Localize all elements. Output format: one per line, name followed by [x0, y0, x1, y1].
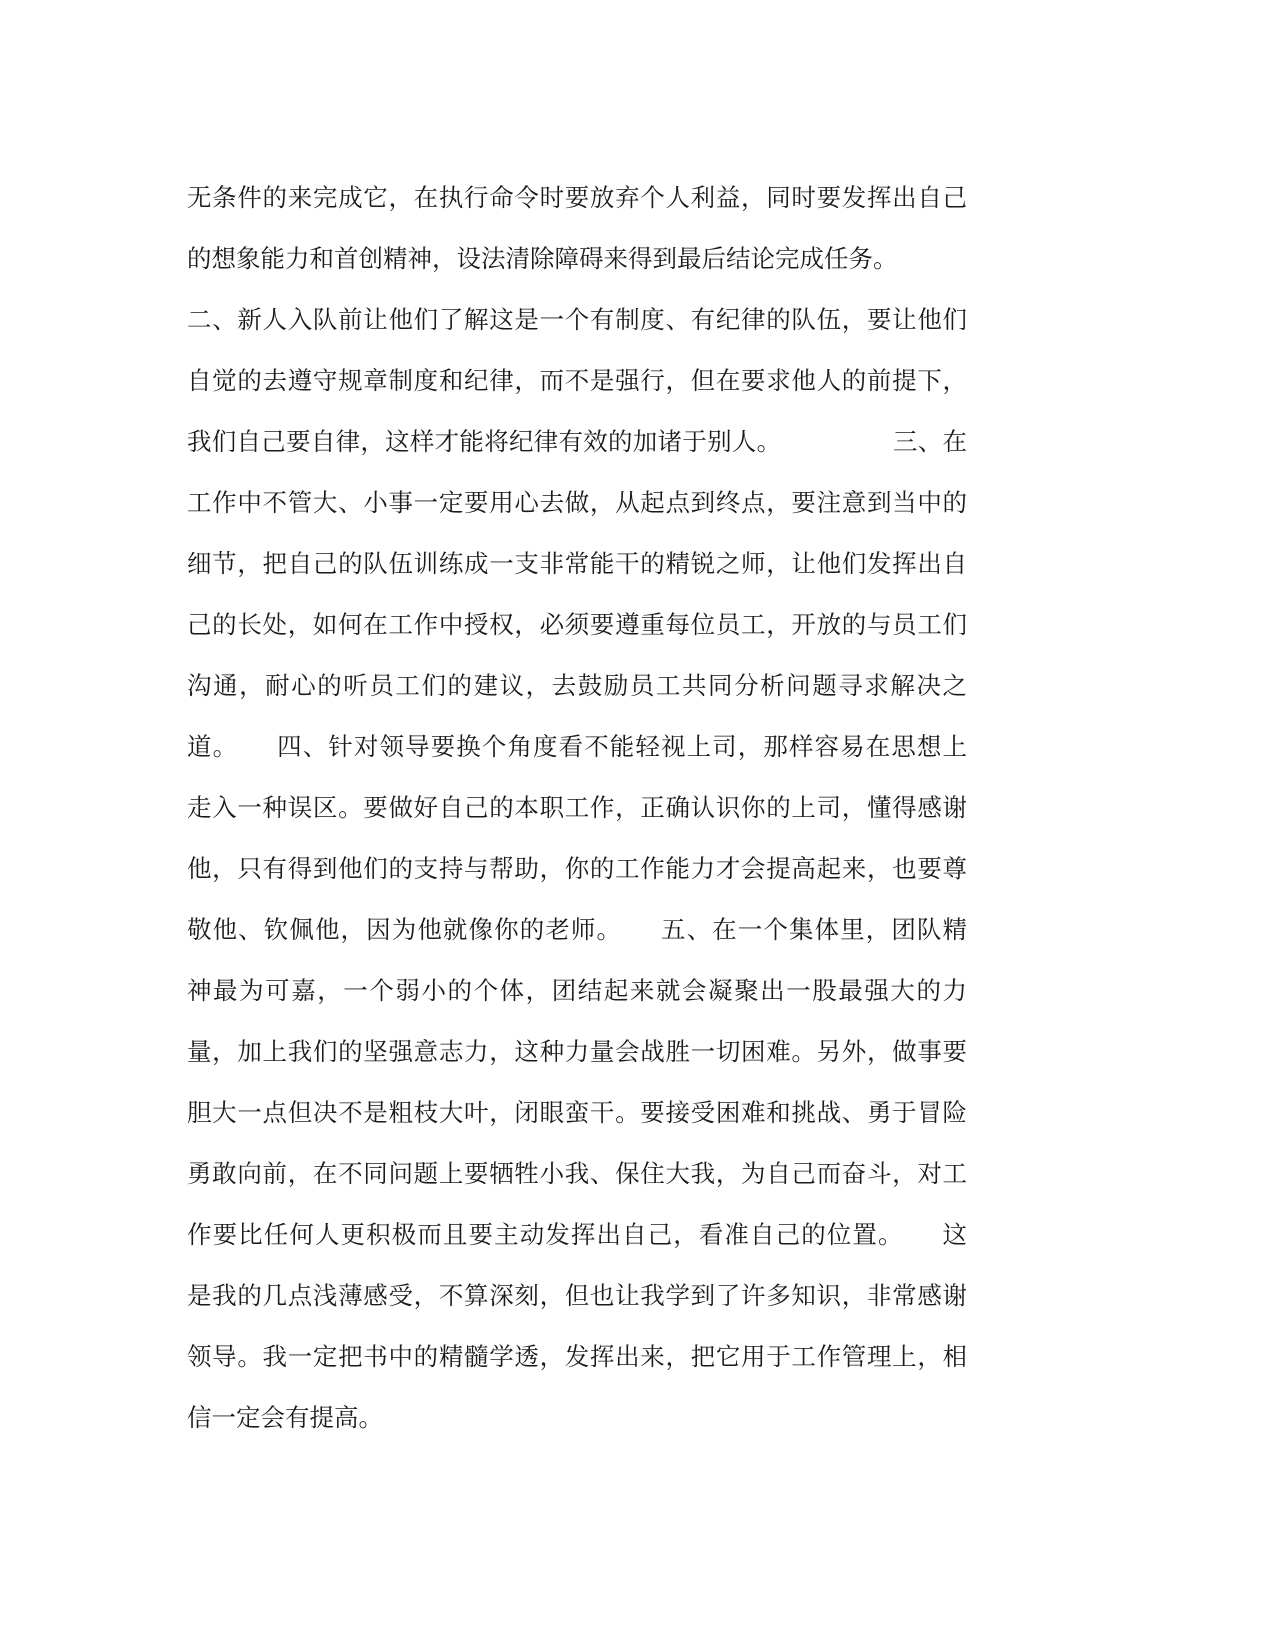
text-line: 走入一种误区。要做好自己的本职工作，正确认识你的上司，懂得感谢 — [187, 793, 967, 822]
text-line: 己的长处，如何在工作中授权，必须要遵重每位员工，开放的与员工们 — [187, 610, 967, 639]
text-line: 作要比任何人更积极而且要主动发挥出自己，看准自己的位置。 这 — [187, 1220, 967, 1249]
text-line: 信一定会有提高。 — [187, 1403, 383, 1432]
text-line: 无条件的来完成它，在执行命令时要放弃个人利益，同时要发挥出自己 — [187, 183, 967, 212]
text-line: 的想象能力和首创精神，设法清除障碍来得到最后结论完成任务。 — [187, 244, 898, 273]
text-line: 道。 四、针对领导要换个角度看不能轻视上司，那样容易在思想上 — [187, 732, 967, 761]
text-line: 细节，把自己的队伍训练成一支非常能干的精锐之师，让他们发挥出自 — [187, 549, 967, 578]
text-line: 领导。我一定把书中的精髓学透，发挥出来，把它用于工作管理上，相 — [187, 1342, 967, 1371]
text-line: 他，只有得到他们的支持与帮助，你的工作能力才会提高起来，也要尊 — [187, 854, 967, 883]
text-line: 勇敢向前，在不同问题上要牺牲小我、保住大我，为自己而奋斗，对工 — [187, 1159, 967, 1188]
text-line: 胆大一点但决不是粗枝大叶，闭眼蛮干。要接受困难和挑战、勇于冒险 — [187, 1098, 967, 1127]
text-line: 沟通，耐心的听员工们的建议，去鼓励员工共同分析问题寻求解决之 — [187, 671, 967, 700]
text-line: 是我的几点浅薄感受，不算深刻，但也让我学到了许多知识，非常感谢 — [187, 1281, 967, 1310]
body-text — [187, 167, 967, 1448]
text-line: 二、新人入队前让他们了解这是一个有制度、有纪律的队伍，要让他们 — [187, 305, 967, 334]
text-line: 神最为可嘉，一个弱小的个体，团结起来就会凝聚出一股最强大的力 — [187, 976, 967, 1005]
text-line: 敬他、钦佩他，因为他就像你的老师。 五、在一个集体里，团队精 — [187, 915, 967, 944]
text-line: 工作中不管大、小事一定要用心去做，从起点到终点，要注意到当中的 — [187, 488, 967, 517]
text-line: 自觉的去遵守规章制度和纪律，而不是强行，但在要求他人的前提下， — [187, 366, 967, 395]
text-line: 我们自己要自律，这样才能将纪律有效的加诸于别人。 三、在 — [187, 427, 967, 456]
text-line: 量，加上我们的坚强意志力，这种力量会战胜一切困难。另外，做事要 — [187, 1037, 967, 1066]
